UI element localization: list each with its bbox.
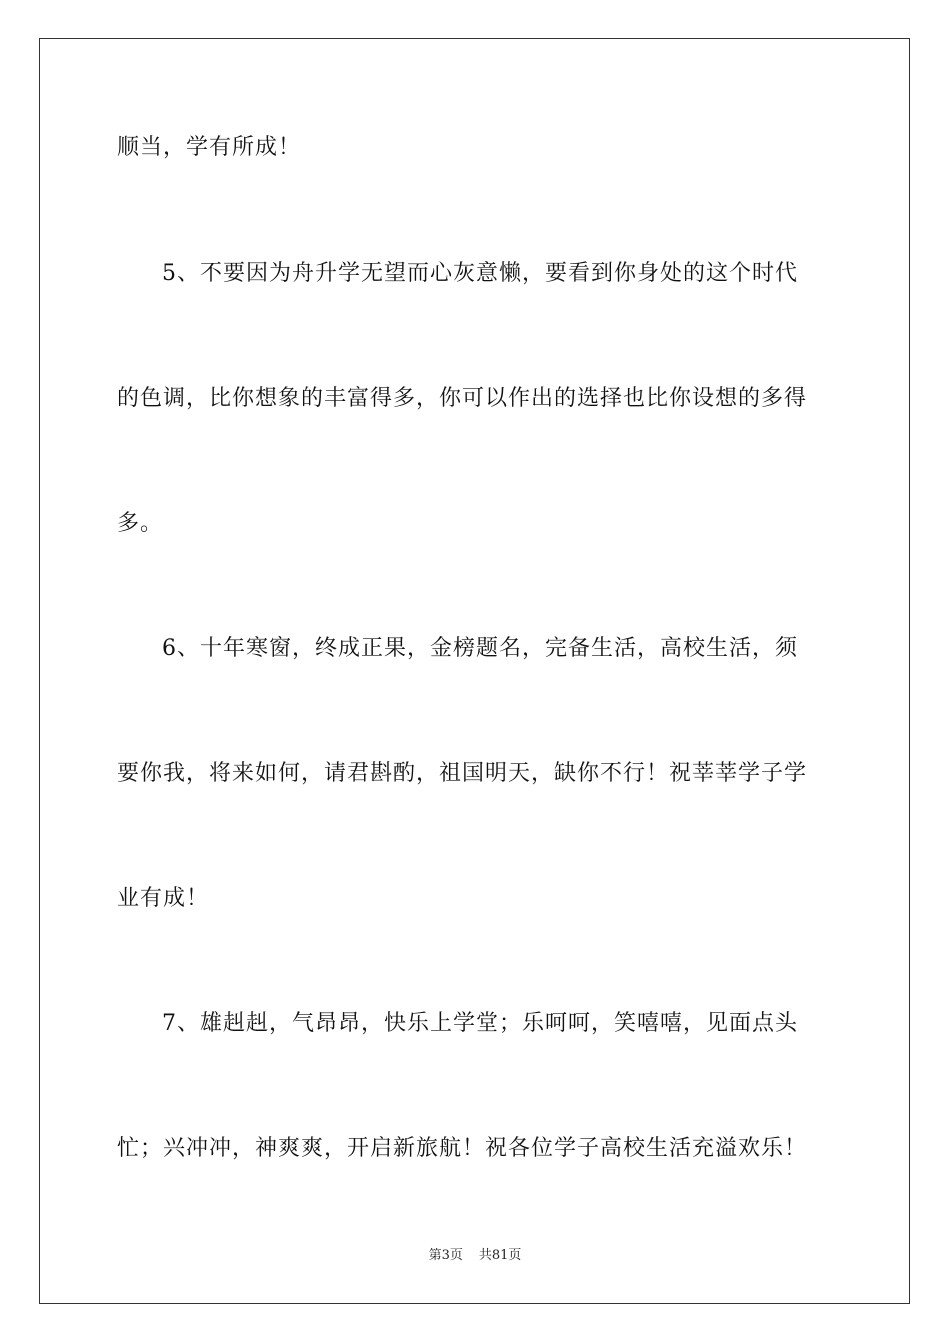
page-border bbox=[39, 38, 910, 1304]
paragraph-line: 顺当，学有所成！ bbox=[117, 135, 302, 160]
paragraph-line: 要你我，将来如何，请君斟酌，祖国明天，缺你不行！祝莘莘学子学 bbox=[117, 761, 808, 786]
paragraph-line: 7、雄赳赳，气昂昂，快乐上学堂；乐呵呵，笑嘻嘻，见面点头 bbox=[162, 1011, 798, 1036]
page-footer bbox=[0, 1247, 950, 1265]
paragraph-line: 多。 bbox=[117, 511, 164, 536]
paragraph-line: 的色调，比你想象的丰富得多，你可以作出的选择也比你设想的多得 bbox=[117, 386, 808, 411]
paragraph-line: 5、不要因为舟升学无望而心灰意懒，要看到你身处的这个时代 bbox=[162, 261, 798, 286]
paragraph-line: 6、十年寒窗，终成正果，金榜题名，完备生活，高校生活，须 bbox=[162, 636, 798, 661]
page-number: 第3页 bbox=[428, 1248, 463, 1263]
page-total: 共81页 bbox=[478, 1248, 522, 1263]
paragraph-line: 忙；兴冲冲，神爽爽，开启新旅航！祝各位学子高校生活充溢欢乐！ bbox=[117, 1136, 808, 1161]
paragraph-line: 业有成！ bbox=[117, 886, 210, 911]
